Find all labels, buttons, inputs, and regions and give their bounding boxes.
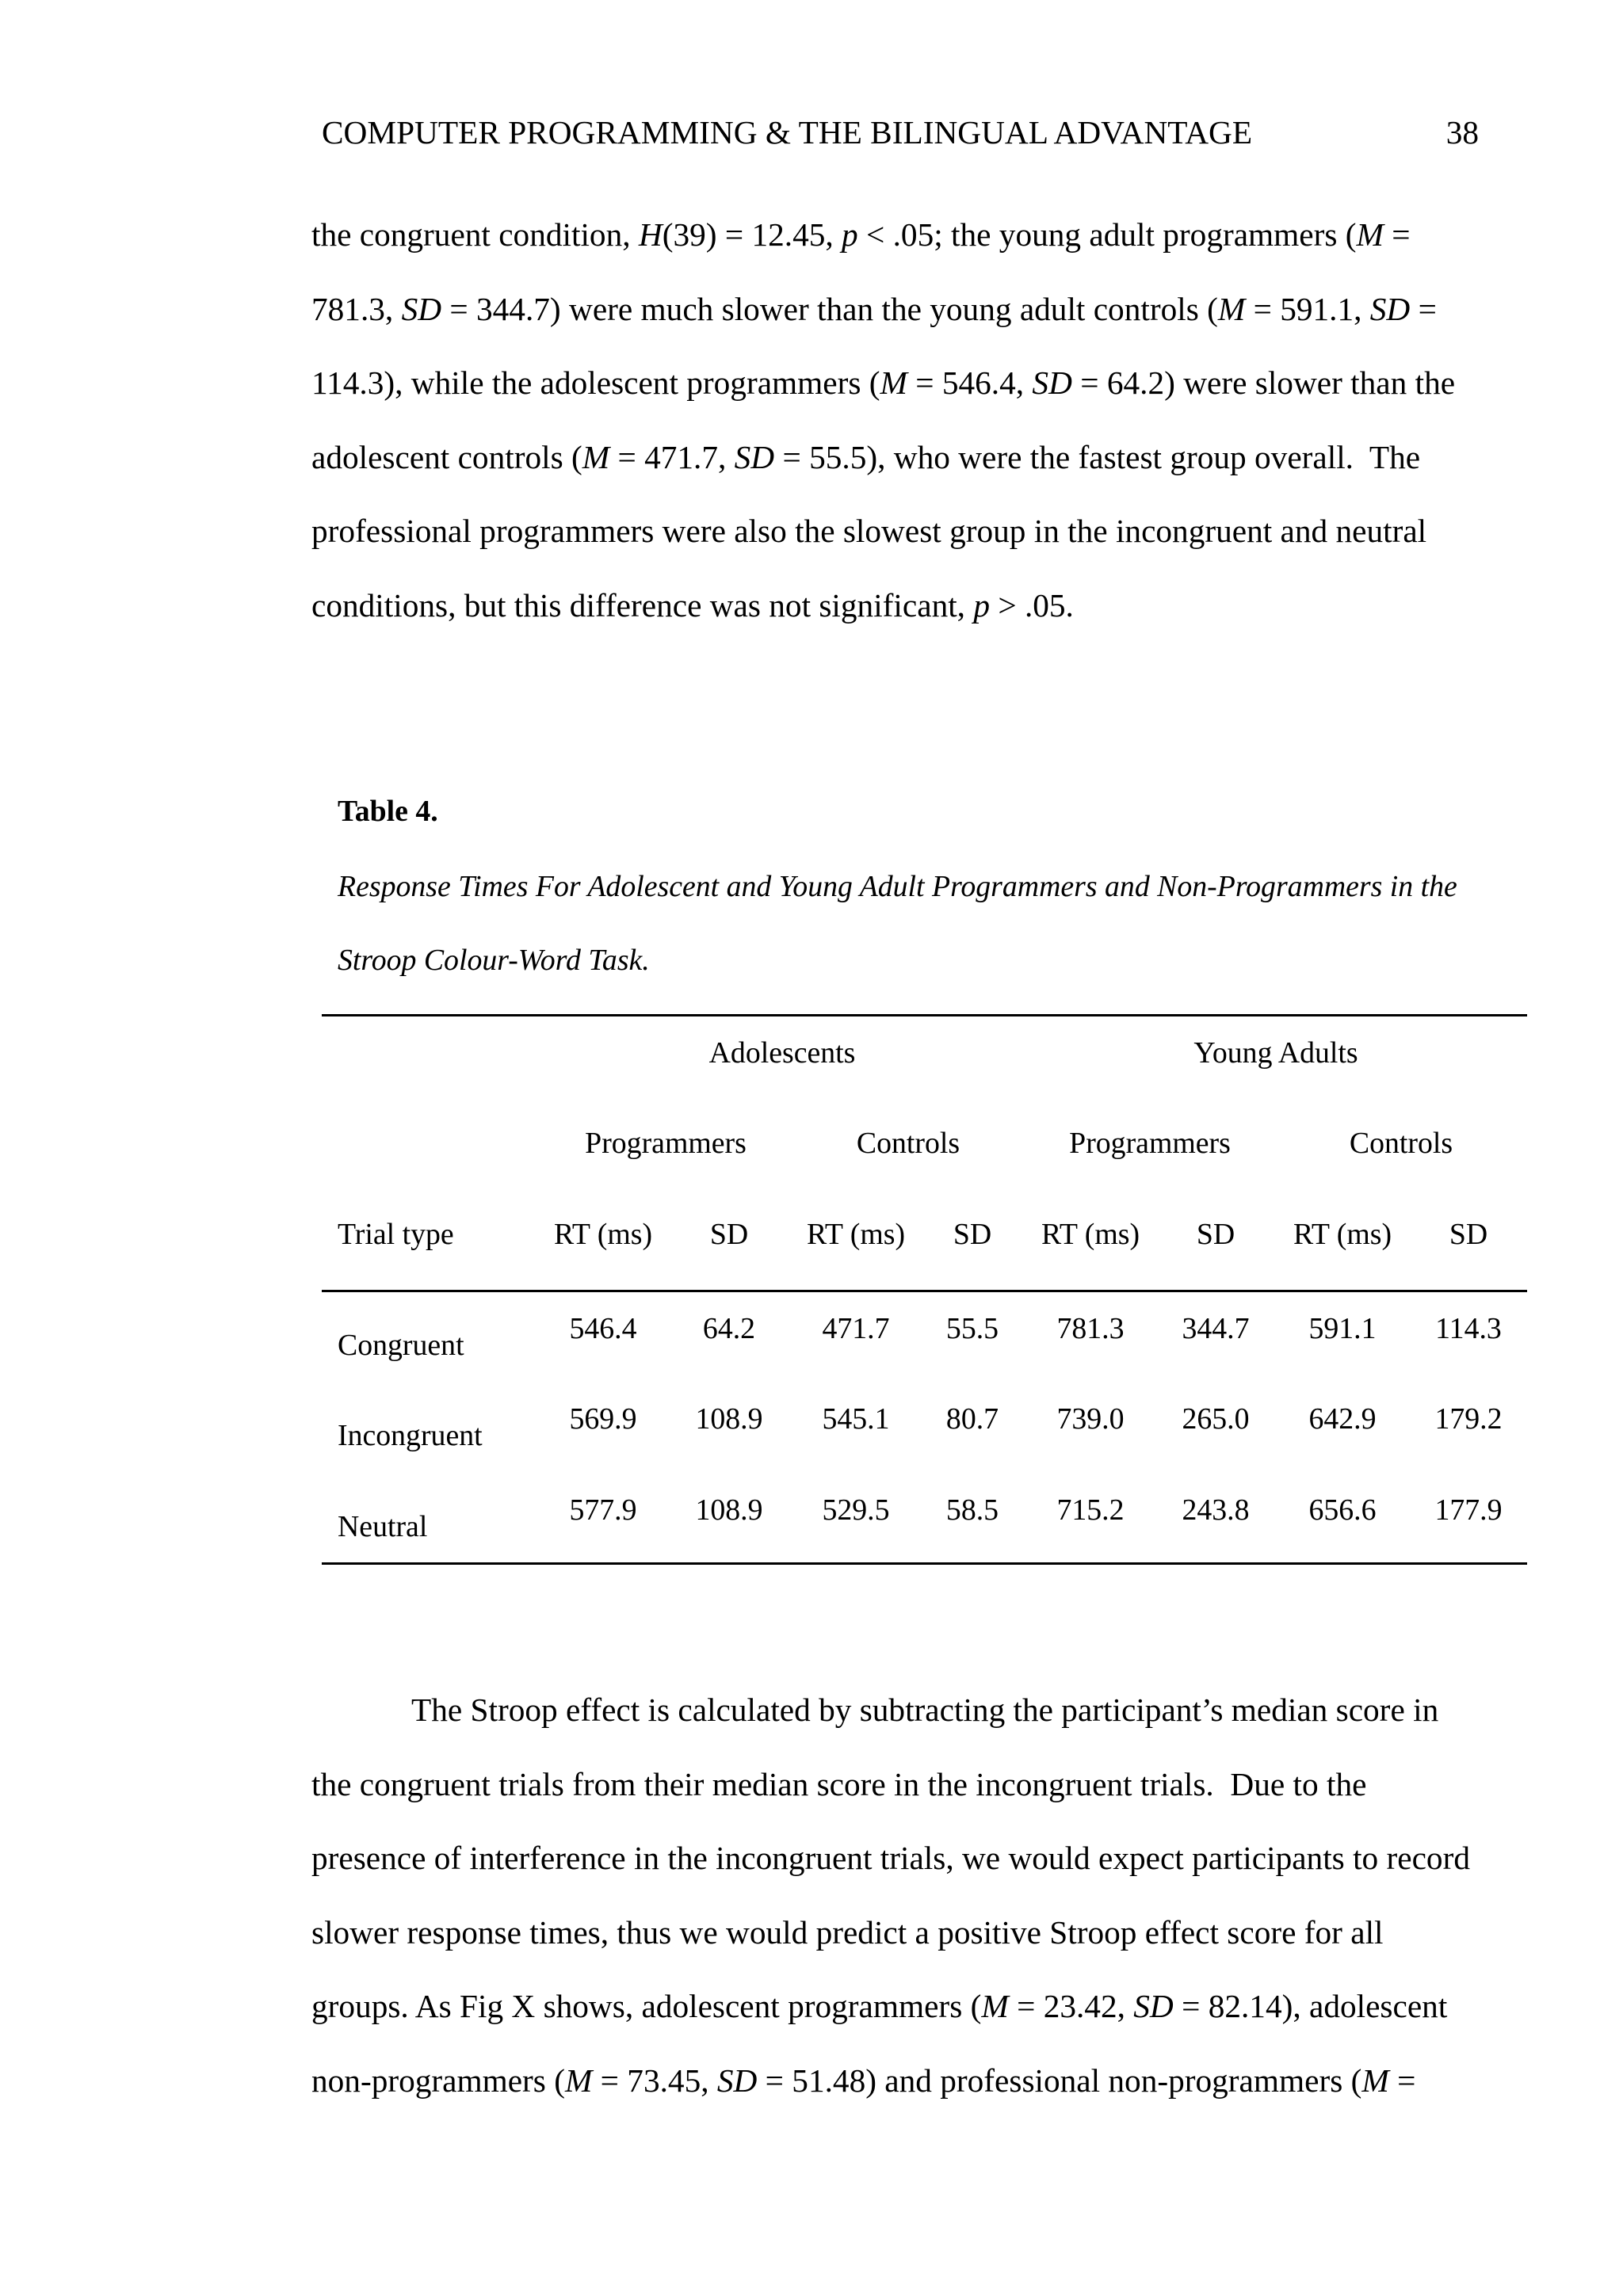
table-stub-empty [322,1126,540,1161]
paragraph-1-line [311,215,1411,254]
text-run: = 546.4, [907,364,1033,401]
table-row [322,1311,1527,1362]
table-cell: 344.7 [1182,1312,1250,1345]
table-cell: 471.7 [822,1312,890,1345]
table-group-header-row [322,1035,1527,1070]
paragraph-2-line [311,1839,1470,1877]
table-column-header: Trial type [338,1218,454,1251]
text-run: (39) = 12.45, [662,216,842,253]
table-cell: 739.0 [1056,1402,1125,1436]
paragraph-1-line [311,364,1455,402]
table-cell: 108.9 [695,1493,763,1527]
paragraph-1-line [311,512,1426,550]
table-row-label: Neutral [338,1510,428,1543]
text-run: 781.3, [311,291,402,327]
text-run: slower response times, thus we would predict a positive Stroop effect score for all [311,1914,1384,1951]
statistic-symbol: SD [1369,291,1411,327]
text-run: = [1388,2062,1416,2099]
table-row-label: Incongruent [338,1419,483,1452]
table-cell: 80.7 [945,1402,999,1436]
statistic-symbol: M [1361,2062,1389,2099]
text-run: = 73.45, [592,2062,717,2099]
text-run: = 23.42, [1008,1988,1134,2024]
table-column-header: SD [953,1218,992,1251]
table-cell: 546.4 [569,1312,637,1345]
table-cell: 243.8 [1182,1493,1250,1527]
text-run: presence of interference in the incongruent trials, we would expect participants to record [311,1840,1470,1876]
text-run: = 591.1, [1245,291,1370,327]
table-cell: 545.1 [822,1402,890,1436]
paragraph-2-line [311,2061,1415,2100]
paragraph-2-line [311,1987,1447,2025]
table-cell: 642.9 [1308,1402,1377,1436]
paragraph-1-line [311,438,1420,476]
statistic-symbol: M [880,364,907,401]
text-run: The Stroop effect is calculated by subtracting the participant’s median score in [411,1691,1439,1728]
text-run: = 55.5), who were the fastest group overall. The [774,439,1421,475]
text-run: < .05; the young adult programmers ( [857,216,1357,253]
table-cell: 265.0 [1182,1402,1250,1436]
paragraph-2-line [311,1765,1366,1803]
text-run: = 51.48) and professional non-programmers ( [757,2062,1362,2099]
table-column-header: SD [709,1218,749,1251]
table-title-line: Response Times For Adolescent and Young Adult Programmers and Non-Programmers in the [338,870,1457,903]
text-run: conditions, but this difference was not significant, [311,587,974,624]
table-cell: 591.1 [1308,1312,1377,1345]
table-subgroup-header: Controls [856,1127,960,1160]
table-cell: 64.2 [702,1312,756,1345]
paragraph-1-line [311,290,1437,328]
text-run: = 64.2) were slower than the [1071,364,1456,401]
text-run: groups. As Fig X shows, adolescent programmers ( [311,1988,982,2024]
statistic-symbol: H [638,216,663,253]
table-column-header: RT (ms) [1041,1218,1140,1251]
table-cell: 781.3 [1056,1312,1125,1345]
table-column-header: SD [1449,1218,1488,1251]
text-run: adolescent controls ( [311,439,582,475]
page-number: 38 [1445,114,1479,151]
table-cell: 577.9 [569,1493,637,1527]
table-subgroup-header: Programmers [585,1127,747,1160]
statistic-symbol: M [564,2062,593,2099]
text-run: 114.3), while the adolescent programmers ( [311,364,880,401]
table-row [322,1493,1527,1543]
statistic-symbol: SD [1032,364,1072,401]
table-row [322,1402,1527,1452]
table-subgroup-header: Controls [1349,1127,1453,1160]
table-header-rule [322,1290,1527,1292]
table-cell: 108.9 [695,1402,763,1436]
table-group-header: Young Adults [1193,1036,1358,1070]
table-cell: 55.5 [945,1312,999,1345]
table-column-header: RT (ms) [553,1218,653,1251]
text-run: professional programmers were also the slowest group in the incongruent and neutral [311,513,1427,549]
text-run: > .05. [990,587,1074,624]
text-run: the congruent trials from their median score in the incongruent trials. Due to the [311,1766,1367,1802]
text-run: = 344.7) were much slower than the young adult controls ( [441,291,1218,327]
table-cell: 177.9 [1434,1493,1503,1527]
table-cell: 179.2 [1434,1402,1503,1436]
table-cell: 715.2 [1056,1493,1125,1527]
paragraph-1-line [311,586,1074,624]
table-cell: 569.9 [569,1402,637,1436]
statistic-symbol: M [1356,216,1384,253]
table-top-rule [322,1014,1527,1016]
paragraph-2-line [311,1913,1384,1951]
table-cell: 114.3 [1435,1312,1502,1345]
table-column-header-row [322,1217,1527,1252]
text-run: non-programmers ( [311,2062,565,2099]
table-subgroup-header: Programmers [1069,1127,1231,1160]
table-cell: 58.5 [945,1493,999,1527]
table-column-header: SD [1196,1218,1235,1251]
text-run: the congruent condition, [311,216,639,253]
running-head-title: COMPUTER PROGRAMMING & THE BILINGUAL ADVANTAGE [322,114,1253,151]
statistic-symbol: SD [1133,1988,1174,2024]
table-bottom-rule [322,1562,1527,1565]
table-column-header: RT (ms) [806,1218,906,1251]
text-run: = [1383,216,1411,253]
statistic-symbol: SD [734,439,775,475]
statistic-symbol: M [981,1988,1009,2024]
table-cell: 656.6 [1308,1493,1377,1527]
statistic-symbol: p [973,587,990,624]
table-stub-empty [322,1035,540,1070]
table-label: Table 4. [338,795,438,828]
table-group-header: Adolescents [708,1036,856,1070]
statistic-symbol: M [1217,291,1246,327]
statistic-symbol: SD [401,291,442,327]
text-run: = 82.14), adolescent [1173,1988,1448,2024]
table-title-line: Stroop Colour-Word Task. [338,944,650,977]
text-run: = [1410,291,1437,327]
table-cell: 529.5 [822,1493,890,1527]
text-run: = 471.7, [609,439,735,475]
table-row-label: Congruent [338,1329,464,1362]
paragraph-2-line [411,1691,1438,1729]
statistic-symbol: SD [716,2062,758,2099]
statistic-symbol: p [842,216,858,253]
statistic-symbol: M [582,439,610,475]
table-subgroup-header-row [322,1126,1527,1161]
table-column-header: RT (ms) [1293,1218,1392,1251]
